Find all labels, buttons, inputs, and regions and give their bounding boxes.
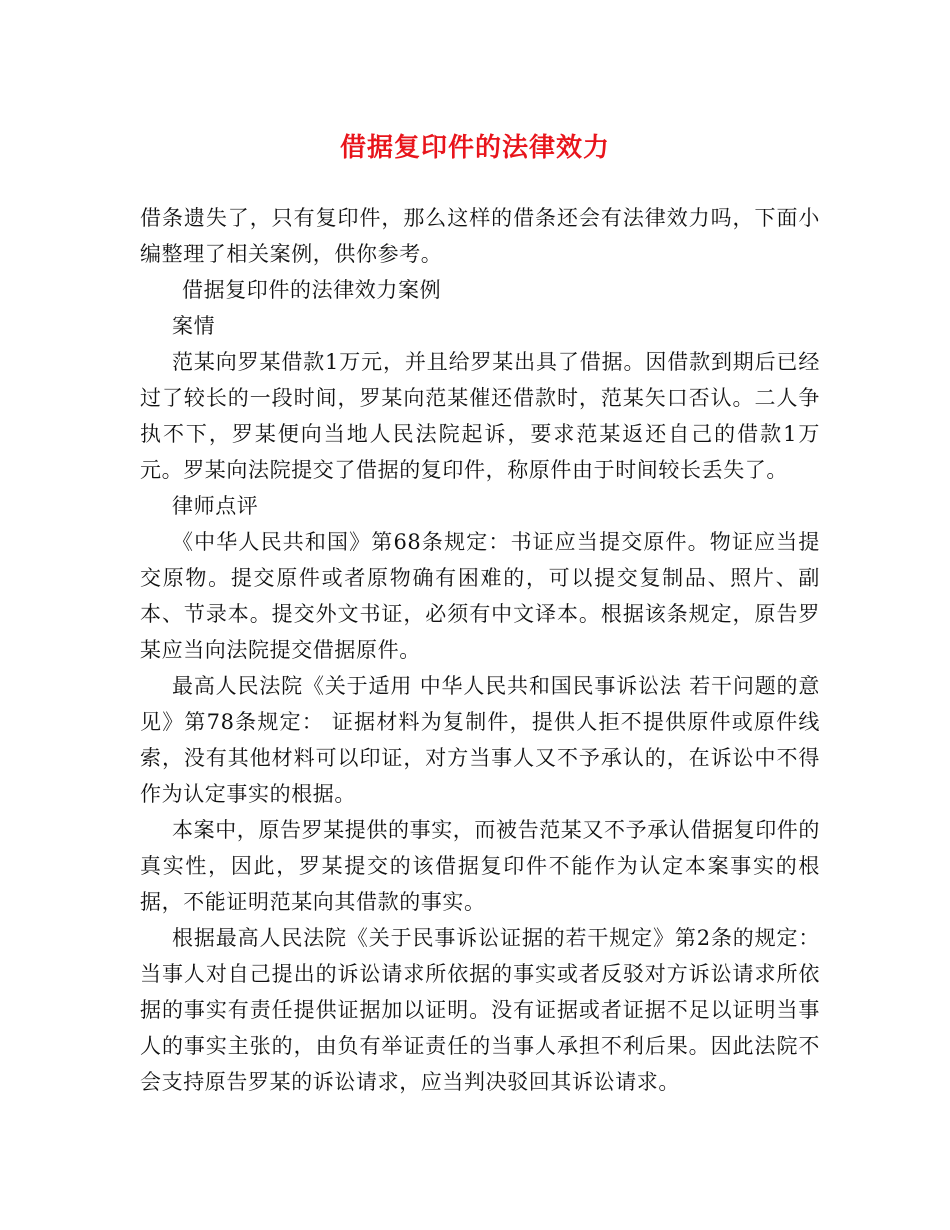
review-paragraph-4: 根据最高人民法院《关于民事诉讼证据的若干规定》第2条的规定：当事人对自己提出的诉讼请求所依据的事实或者反驳对方诉讼请求所依据的事实有责任提供证据加以证明。没有证据或者证据不足以证明当事人的事实主张的，由负有举证责任的当事人承担不利后果。因此法院不会支持原告罗某的诉讼请求，应当判决驳回其诉讼请求。 — [140, 926, 820, 1094]
review-label: 律师点评 — [172, 494, 259, 518]
review-paragraph-3: 本案中，原告罗某提供的事实，而被告范某又不予承认借据复印件的真实性，因此，罗某提交的该借据复印件不能作为认定本案事实的根据，不能证明范某向其借款的事实。 — [140, 818, 820, 914]
section-heading: 借据复印件的法律效力案例 — [182, 278, 442, 302]
case-label: 案情 — [172, 314, 216, 338]
intro-paragraph: 借条遗失了，只有复印件，那么这样的借条还会有法律效力吗，下面小编整理了相关案例，供你参考。 — [140, 206, 820, 266]
review-paragraph-1: 《中华人民共和国》第68条规定：书证应当提交原件。物证应当提交原物。提交原件或者原物确有困难的，可以提交复制品、照片、副本、节录本。提交外文书证，必须有中文译本。根据该条规定，原告罗某应当向法院提交借据原件。 — [140, 530, 820, 662]
case-paragraph: 范某向罗某借款1万元，并且给罗某出具了借据。因借款到期后已经过了较长的一段时间，罗某向范某催还借款时，范某矢口否认。二人争执不下，罗某便向当地人民法院起诉，要求范某返还自己的借款1万元。罗某向法院提交了借据的复印件，称原件由于时间较长丢失了。 — [140, 350, 820, 482]
document-body — [140, 200, 820, 1100]
document-title: 借据复印件的法律效力 — [339, 133, 610, 163]
review-paragraph-2: 最高人民法院《关于适用 中华人民共和国民事诉讼法 若干问题的意见》第78条规定： 证据材料为复制件，提供人拒不提供原件或原件线索，没有其他材料可以印证，对方当事人又不予承认的，在诉讼中不得作为认定事实的根据。 — [140, 674, 820, 806]
